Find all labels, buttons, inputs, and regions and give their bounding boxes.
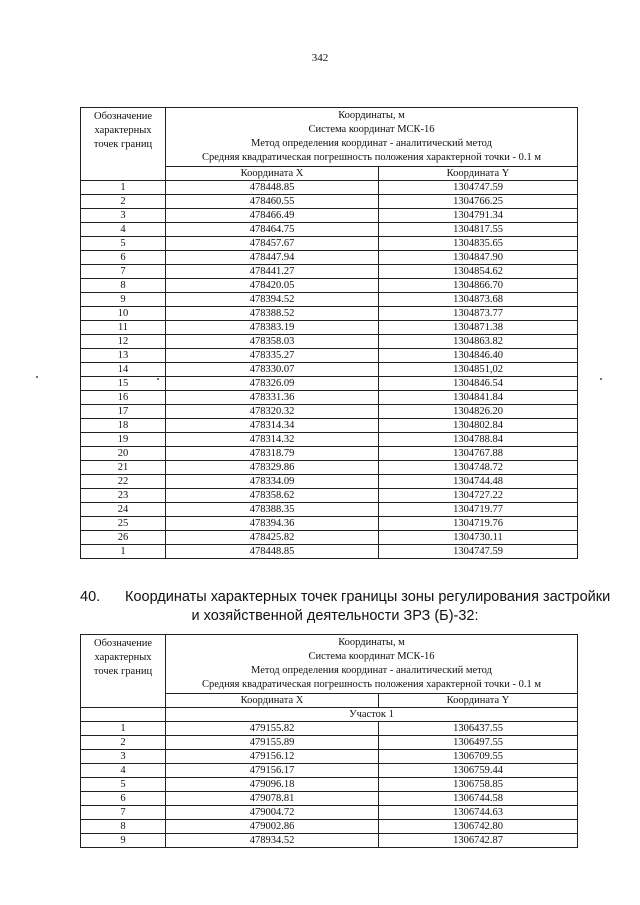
table-row bbox=[81, 363, 578, 377]
coords-title: Координаты, м bbox=[338, 110, 405, 121]
table-row bbox=[81, 237, 578, 251]
point-number-cell: 4 bbox=[81, 223, 166, 237]
coordinate-y-cell: 1304866.70 bbox=[379, 279, 578, 293]
table-1-body bbox=[81, 108, 578, 559]
coordinate-y-cell: 1304863.82 bbox=[379, 335, 578, 349]
table-row bbox=[81, 834, 578, 848]
table-row bbox=[81, 433, 578, 447]
coordinate-y-cell: 1306758.85 bbox=[379, 778, 578, 792]
scan-speck bbox=[36, 376, 38, 378]
point-number-cell: 26 bbox=[81, 531, 166, 545]
coordinate-y-cell: 1304841.84 bbox=[379, 391, 578, 405]
coordinate-y-cell: 1304847.90 bbox=[379, 251, 578, 265]
coordinates-table-1 bbox=[80, 107, 578, 559]
coordinate-y-cell: 1304873.77 bbox=[379, 307, 578, 321]
coordinate-y-cell: 1304748.72 bbox=[379, 461, 578, 475]
coordinate-y-cell: 1304817.55 bbox=[379, 223, 578, 237]
table-row bbox=[81, 489, 578, 503]
point-number-cell: 17 bbox=[81, 405, 166, 419]
coordinate-x-cell: 478394.52 bbox=[166, 293, 379, 307]
table-row bbox=[81, 461, 578, 475]
coords-title: Координаты, м bbox=[338, 637, 405, 648]
coordinate-y-cell: 1304791.34 bbox=[379, 209, 578, 223]
coordinate-y-cell: 1306744.58 bbox=[379, 792, 578, 806]
coordinate-x-cell: 478383.19 bbox=[166, 321, 379, 335]
point-number-cell: 24 bbox=[81, 503, 166, 517]
table-row bbox=[81, 764, 578, 778]
coordinates-header bbox=[166, 635, 578, 694]
table-row bbox=[81, 307, 578, 321]
point-number-cell: 5 bbox=[81, 237, 166, 251]
point-number-cell: 5 bbox=[81, 778, 166, 792]
point-number-cell: 4 bbox=[81, 764, 166, 778]
column-header-x: Координата X bbox=[166, 694, 379, 708]
table-row bbox=[81, 209, 578, 223]
point-number-cell: 15 bbox=[81, 377, 166, 391]
table-row bbox=[81, 265, 578, 279]
point-number-cell: 20 bbox=[81, 447, 166, 461]
point-number-cell: 22 bbox=[81, 475, 166, 489]
coordinate-x-cell: 479155.89 bbox=[166, 736, 379, 750]
point-number-cell: 7 bbox=[81, 265, 166, 279]
coords-accuracy: Средняя квадратическая погрешность положения характерной точки - 0.1 м bbox=[202, 152, 541, 163]
coordinate-y-cell: 1304747.59 bbox=[379, 545, 578, 559]
coordinate-y-cell: 1304846.54 bbox=[379, 377, 578, 391]
point-number-cell: 21 bbox=[81, 461, 166, 475]
coordinate-y-cell: 1304747.59 bbox=[379, 181, 578, 195]
coordinate-y-cell: 1306742.87 bbox=[379, 834, 578, 848]
table-row bbox=[81, 419, 578, 433]
coords-system: Система координат МСК-16 bbox=[308, 124, 435, 135]
coords-method: Метод определения координат - аналитический метод bbox=[251, 138, 492, 149]
coordinate-x-cell: 478334.09 bbox=[166, 475, 379, 489]
point-label-line: характерных bbox=[94, 125, 152, 136]
coordinate-x-cell: 478466.49 bbox=[166, 209, 379, 223]
coordinate-x-cell: 478420.05 bbox=[166, 279, 379, 293]
plot-subheader-row bbox=[81, 708, 578, 722]
point-label-line: Обозначение bbox=[93, 638, 153, 649]
point-number-cell: 13 bbox=[81, 349, 166, 363]
table-row bbox=[81, 750, 578, 764]
coords-accuracy: Средняя квадратическая погрешность положения характерной точки - 0.1 м bbox=[202, 679, 541, 690]
table-row bbox=[81, 335, 578, 349]
table-row bbox=[81, 405, 578, 419]
point-number-cell: 11 bbox=[81, 321, 166, 335]
table-2-body bbox=[81, 635, 578, 848]
coordinate-y-cell: 1306744.63 bbox=[379, 806, 578, 820]
table-row bbox=[81, 545, 578, 559]
table-row bbox=[81, 321, 578, 335]
coordinate-x-cell: 478394.36 bbox=[166, 517, 379, 531]
plot-subheader: Участок 1 bbox=[166, 708, 578, 722]
column-header-y: Координата Y bbox=[379, 167, 578, 181]
coordinate-y-cell: 1304835.65 bbox=[379, 237, 578, 251]
coordinate-y-cell: 1304871.38 bbox=[379, 321, 578, 335]
table-row bbox=[81, 722, 578, 736]
column-header-x: Координата X bbox=[166, 167, 379, 181]
coordinate-y-cell: 1304719.76 bbox=[379, 517, 578, 531]
point-number-cell: 9 bbox=[81, 834, 166, 848]
table-row bbox=[81, 279, 578, 293]
table-row bbox=[81, 792, 578, 806]
point-number-cell: 16 bbox=[81, 391, 166, 405]
table-header-row bbox=[81, 108, 578, 167]
coordinate-x-cell: 478358.62 bbox=[166, 489, 379, 503]
coordinate-x-cell: 478388.52 bbox=[166, 307, 379, 321]
table-row bbox=[81, 349, 578, 363]
coordinate-x-cell: 479002.86 bbox=[166, 820, 379, 834]
coordinate-y-cell: 1304719.77 bbox=[379, 503, 578, 517]
section-title-line-1: Координаты характерных точек границы зоны регулирования застройки bbox=[125, 589, 611, 605]
coordinate-x-cell: 478464.75 bbox=[166, 223, 379, 237]
point-number-cell: 12 bbox=[81, 335, 166, 349]
point-number-cell: 6 bbox=[81, 251, 166, 265]
point-label-header bbox=[81, 635, 166, 708]
coordinate-x-cell: 478314.34 bbox=[166, 419, 379, 433]
point-number-cell: 14 bbox=[81, 363, 166, 377]
coordinate-y-cell: 1306759.44 bbox=[379, 764, 578, 778]
point-number-cell: 6 bbox=[81, 792, 166, 806]
point-number-cell: 3 bbox=[81, 209, 166, 223]
coordinate-x-cell: 478326.09 bbox=[166, 377, 379, 391]
table-header-row bbox=[81, 635, 578, 694]
point-label-line: характерных bbox=[94, 652, 152, 663]
coordinate-y-cell: 1306497.55 bbox=[379, 736, 578, 750]
coordinate-x-cell: 479155.82 bbox=[166, 722, 379, 736]
table-row bbox=[81, 377, 578, 391]
table-row bbox=[81, 806, 578, 820]
point-number-cell: 19 bbox=[81, 433, 166, 447]
coordinate-y-cell: 1304873.68 bbox=[379, 293, 578, 307]
point-label-line: Обозначение bbox=[93, 111, 153, 122]
point-number-cell: 1 bbox=[81, 181, 166, 195]
coordinate-x-cell: 479156.17 bbox=[166, 764, 379, 778]
coordinate-y-cell: 1304854.62 bbox=[379, 265, 578, 279]
point-number-cell: 2 bbox=[81, 736, 166, 750]
point-label-header bbox=[81, 108, 166, 181]
table-row bbox=[81, 475, 578, 489]
section-number: 40. bbox=[80, 589, 101, 605]
coordinates-table-2 bbox=[80, 634, 578, 848]
coordinate-x-cell: 478331.36 bbox=[166, 391, 379, 405]
coordinate-y-cell: 1304727.22 bbox=[379, 489, 578, 503]
table-row bbox=[81, 820, 578, 834]
coordinate-y-cell: 1304767.88 bbox=[379, 447, 578, 461]
coordinate-x-cell: 479156.12 bbox=[166, 750, 379, 764]
coordinate-x-cell: 478335.27 bbox=[166, 349, 379, 363]
table-row bbox=[81, 503, 578, 517]
coordinate-x-cell: 478441.27 bbox=[166, 265, 379, 279]
coordinate-y-cell: 1304802.84 bbox=[379, 419, 578, 433]
coordinate-y-cell: 1306437.55 bbox=[379, 722, 578, 736]
table-row bbox=[81, 531, 578, 545]
coordinate-x-cell: 478448.85 bbox=[166, 545, 379, 559]
table-row bbox=[81, 517, 578, 531]
coordinate-x-cell: 478425.82 bbox=[166, 531, 379, 545]
table-row bbox=[81, 447, 578, 461]
table-row bbox=[81, 195, 578, 209]
coordinates-header bbox=[166, 108, 578, 167]
point-number-cell: 1 bbox=[81, 545, 166, 559]
coordinate-x-cell: 479078.81 bbox=[166, 792, 379, 806]
point-number-cell: 18 bbox=[81, 419, 166, 433]
coordinate-y-cell: 1304851,02 bbox=[379, 363, 578, 377]
coordinate-y-cell: 1304846.40 bbox=[379, 349, 578, 363]
coordinate-y-cell: 1304730.11 bbox=[379, 531, 578, 545]
coordinate-x-cell: 478460.55 bbox=[166, 195, 379, 209]
section-title-line-2: и хозяйственной деятельности ЗРЗ (Б)-32: bbox=[191, 608, 479, 624]
coordinate-y-cell: 1304788.84 bbox=[379, 433, 578, 447]
table-row bbox=[81, 391, 578, 405]
coordinate-y-cell: 1304744.48 bbox=[379, 475, 578, 489]
table-row bbox=[81, 293, 578, 307]
coordinate-x-cell: 478330.07 bbox=[166, 363, 379, 377]
coordinate-x-cell: 478457.67 bbox=[166, 237, 379, 251]
coords-method: Метод определения координат - аналитический метод bbox=[251, 665, 492, 676]
coordinate-x-cell: 478934.52 bbox=[166, 834, 379, 848]
point-number-cell: 8 bbox=[81, 279, 166, 293]
coordinate-x-cell: 478358.03 bbox=[166, 335, 379, 349]
point-number-cell: 9 bbox=[81, 293, 166, 307]
table-row bbox=[81, 778, 578, 792]
empty-cell bbox=[81, 708, 166, 722]
page-number: 342 bbox=[311, 52, 329, 64]
column-header-y: Координата Y bbox=[379, 694, 578, 708]
table-row bbox=[81, 251, 578, 265]
coordinate-x-cell: 478329.86 bbox=[166, 461, 379, 475]
coordinate-x-cell: 478320.32 bbox=[166, 405, 379, 419]
point-label-line: точек границ bbox=[93, 139, 153, 150]
point-number-cell: 3 bbox=[81, 750, 166, 764]
coordinate-x-cell: 478447.94 bbox=[166, 251, 379, 265]
point-number-cell: 8 bbox=[81, 820, 166, 834]
coordinate-y-cell: 1304766.25 bbox=[379, 195, 578, 209]
coordinate-x-cell: 478388.35 bbox=[166, 503, 379, 517]
point-number-cell: 23 bbox=[81, 489, 166, 503]
coordinate-x-cell: 479004.72 bbox=[166, 806, 379, 820]
table-row bbox=[81, 181, 578, 195]
coordinate-y-cell: 1304826.20 bbox=[379, 405, 578, 419]
coordinate-x-cell: 478314.32 bbox=[166, 433, 379, 447]
coords-system: Система координат МСК-16 bbox=[308, 651, 435, 662]
coordinate-x-cell: 478448.85 bbox=[166, 181, 379, 195]
table-row bbox=[81, 736, 578, 750]
coordinate-x-cell: 478318.79 bbox=[166, 447, 379, 461]
point-number-cell: 25 bbox=[81, 517, 166, 531]
table-row bbox=[81, 223, 578, 237]
coordinate-y-cell: 1306709.55 bbox=[379, 750, 578, 764]
coordinate-x-cell: 479096.18 bbox=[166, 778, 379, 792]
point-number-cell: 2 bbox=[81, 195, 166, 209]
point-number-cell: 10 bbox=[81, 307, 166, 321]
scan-speck bbox=[157, 378, 159, 380]
point-label-line: точек границ bbox=[93, 666, 153, 677]
coordinate-y-cell: 1306742.80 bbox=[379, 820, 578, 834]
scan-speck bbox=[600, 378, 602, 380]
point-number-cell: 1 bbox=[81, 722, 166, 736]
point-number-cell: 7 bbox=[81, 806, 166, 820]
